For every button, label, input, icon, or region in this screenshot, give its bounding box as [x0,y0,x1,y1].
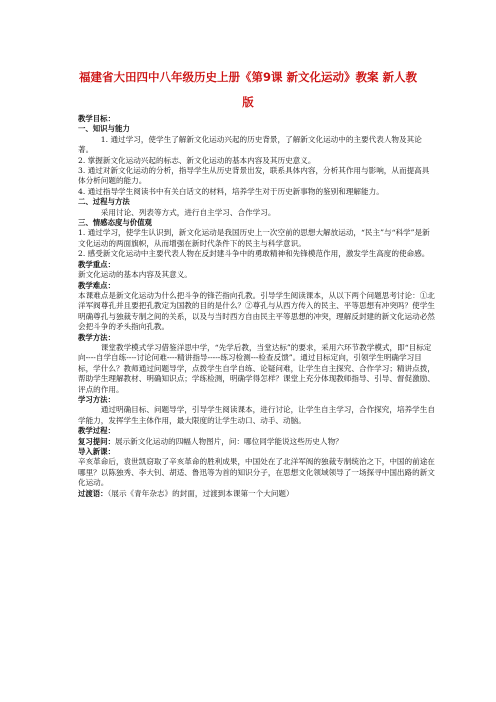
section-heading: 教学难点： [78,280,115,290]
body-paragraph: 2. 掌握新文化运动兴起的标志、新文化运动的基本内容及其历史意义。 [78,155,316,165]
section-heading: 一、知识与能力 [78,124,130,134]
body-paragraph: 课堂教学模式学习借鉴洋思中学，“先学后教，当堂达标”的要求，采用六环节教学模式，即“目标定向----自学自练----讨论问难----精讲指导-----练习检测---检查反馈”。通过目标定向，引领学生明确学习目标，学什么？教师通过问题导学，点拨学生自学自练、论疑问难，让学生自主探究、合作学习；精讲点拨，帮助学生理解教材、明确知识点；学练检测，明确学得怎样？课堂上充分体现教师指导、引导、督促激励、评点的作用。 [78,342,435,394]
body-paragraph: 本课难点是新文化运动为什么把斗争的锋芒指向孔教。引导学生阅读课本，从以下两个问题思考讨论：①北洋军阀尊孔并且要把孔教定为国教的目的是什么？②尊孔与从西方传入的民主、平等思想有冲突吗？使学生明确尊孔与独裁专制之间的关系，以及与当时西方自由民主平等思想的冲突，理解反封建的新文化运动必然会把斗争的矛头指向孔教。 [78,290,435,332]
body-paragraph [78,489,436,499]
inline-text: 展示新文化运动的四幅人物图片，问：哪位同学能说这些历史人物？ [114,436,343,446]
section-heading: 学习方法： [78,394,115,404]
document-title-line-1: 福建省大田四中八年级历史上册《第9课 新文化运动》教案 新人教 [78,70,417,84]
inline-text: （展示《青年杂志》的封面，过渡到本课第一个大问题） [107,488,294,498]
document-title-line-2: 版 [242,95,254,109]
body-paragraph: 新文化运动的基本内容及其意义。 [78,270,192,280]
body-paragraph: 1. 通过学习，使学生认识到，新文化运动是我国历史上一次空前的思想大解放运动，“民主”与“科学”是新文化运动的两面旗帜，从而增强在新时代条件下的民主与科学意识。 [78,228,430,248]
section-heading: 教学目标： [78,114,115,123]
section-heading: 教学重点： [78,259,115,269]
body-paragraph: 采用讨论、列表等方式，进行自主学习、合作学习。 [100,207,276,217]
body-paragraph [78,437,436,447]
section-heading: 教学过程： [78,426,115,436]
inline-label: 复习提问： [78,436,115,446]
inline-label: 过渡语： [78,488,108,498]
section-heading: 教学方法： [78,332,115,342]
section-heading: 二、过程与方法 [78,197,130,207]
body-paragraph: 4. 通过指导学生阅读书中有关白话文的材料，培养学生对于历史新事物的鉴别和理解能力。 [78,186,384,196]
body-paragraph: 3. 通过对新文化运动的分析，指导学生从历史背景出发，联系具体内容，分析其作用与影响，从而提高具体分析问题的能力。 [78,166,430,186]
document-body [78,114,436,499]
section-heading: 三、情感态度与价值观 [78,218,152,228]
body-paragraph: 1. 通过学习，使学生了解新文化运动兴起的历史背景，了解新文化运动中的主要代表人物及其论著。 [78,134,422,155]
section-heading: 导入新课： [78,447,115,456]
body-paragraph: 2. 感受新文化运动中主要代表人物在反封建斗争中的勇敢精神和先锋模范作用，激发学生高度的使命感。 [78,249,430,259]
body-paragraph: 辛亥革命后，袁世凯窃取了辛亥革命的胜利成果，中国处在了北洋军阀的独裁专制统治之下，中国的前途在哪里？以陈独秀、李大钊、胡适、鲁迅等为首的知识分子，在思想文化领域领导了一场探寻中国出路的新文化运动。 [78,457,435,488]
body-paragraph: 通过明确目标、问题导学，引导学生阅读课本，进行讨论，让学生自主学习，合作探究，培养学生自学能力，发挥学生主体作用，最大限度的让学生动口、动手、动脑。 [78,405,435,425]
